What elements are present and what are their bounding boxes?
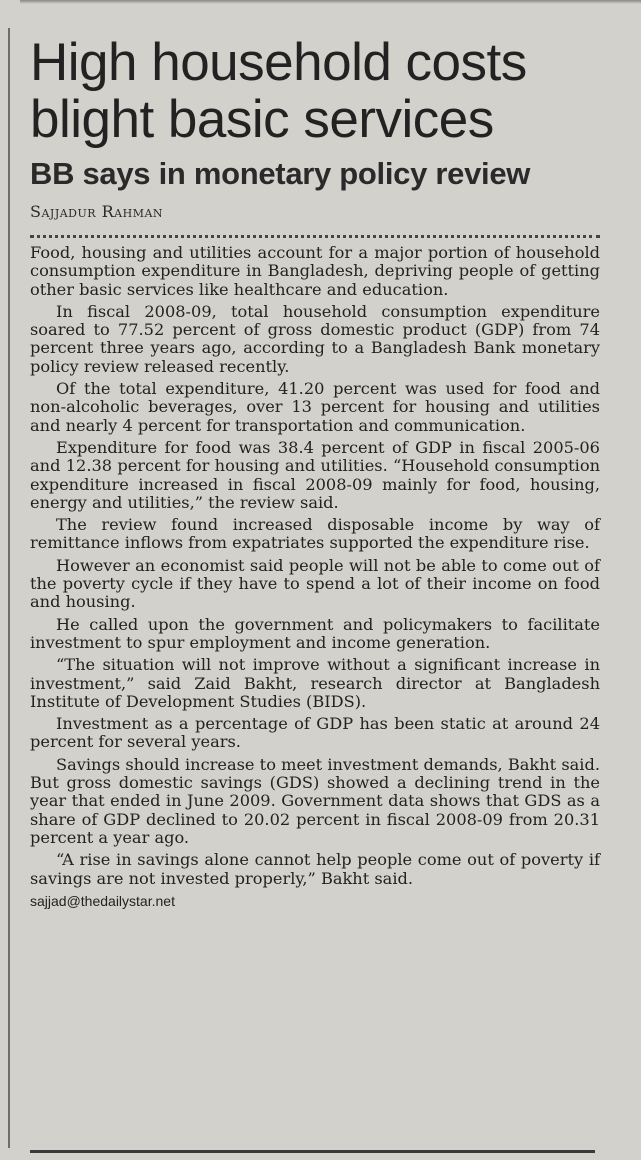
- top-border: [20, 0, 641, 4]
- paragraph: In fiscal 2008-09, total household consumption expenditure soared to 77.52 percent of gross domestic product (GDP) from 74 percent three years ago, according to a Bangladesh Bank monetary policy review released recently.: [30, 301, 600, 376]
- column-rule: [8, 28, 10, 1148]
- headline-line-2: blight basic services: [30, 90, 494, 149]
- byline: Sajjadur Rahman: [30, 202, 164, 221]
- paragraph: “A rise in savings alone cannot help people come out of poverty if savings are not invested properly,” Bakht said.: [30, 850, 600, 888]
- headline: [30, 34, 600, 148]
- paragraph: Food, housing and utilities account for a major portion of household consumption expenditure in Bangladesh, depriving people of getting other basic services like healthcare and education.: [30, 243, 600, 299]
- author-email: sajjad@thedailystar.net: [30, 892, 175, 909]
- paragraph: He called upon the government and policymakers to facilitate investment to spur employment and income generation.: [30, 614, 600, 652]
- paragraph: Of the total expenditure, 41.20 percent was used for food and non-alcoholic beverages, over 13 percent for housing and utilities and nearly 4 percent for transportation and communication.: [30, 379, 600, 435]
- bottom-rule: [30, 1150, 595, 1153]
- article: [30, 34, 600, 910]
- headline-line-1: High household costs: [30, 33, 527, 92]
- paragraph: The review found increased disposable income by way of remittance inflows from expatriates supported the expenditure rise.: [30, 515, 600, 553]
- paragraph: However an economist said people will not be able to come out of the poverty cycle if they have to spend a lot of their income on food and housing.: [30, 555, 600, 612]
- paragraph: Expenditure for food was 38.4 percent of GDP in fiscal 2005-06 and 12.38 percent for housing and utilities. “Household consumption expenditure increased in fiscal 2008-09 mainly for food, housing, energy and utilities,” the review said.: [30, 437, 600, 512]
- paragraph: Investment as a percentage of GDP has been static at around 24 percent for several years.: [30, 714, 600, 752]
- paragraph: “The situation will not improve without a significant increase in investment,” said Zaid Bakht, research director at Bangladesh Institute of Development Studies (BIDS).: [30, 655, 600, 711]
- subheadline: BB says in monetary policy review: [30, 156, 531, 191]
- dotted-divider: [30, 235, 600, 238]
- paragraph: Savings should increase to meet investment demands, Bakht said. But gross domestic savings (GDS) showed a declining trend in the year that ended in June 2009. Government data shows that GDS as a share of GDP declined to 20.02 percent in fiscal 2008-09 from 20.31 percent a year ago.: [30, 754, 600, 847]
- article-body: [30, 244, 600, 910]
